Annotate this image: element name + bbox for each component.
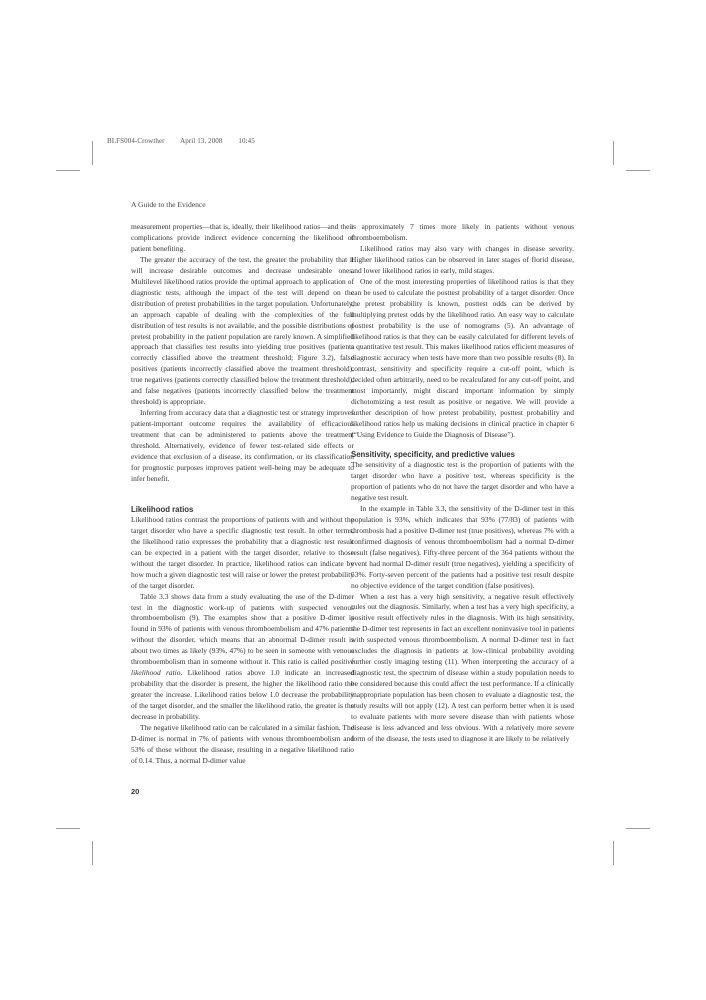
crop-mark-bottom-left-v [92,841,93,865]
slug-time: 10:45 [238,137,255,145]
left-paragraph-5 [131,592,354,723]
slug-code: BLFS004-Crowther [107,137,165,145]
right-column [351,222,574,745]
right-paragraph-2: Likelihood ratios may also vary with changes in disease severity. Higher likelihood ratios can be observed in later stages of florid disease, and lower likelihood ratios in early, mild stages. [351,243,574,275]
left-paragraph-1: measurement properties—that is, ideally, their likelihood ratios—and their complications provide indirect evidence concerning the likelihood of patient benefiting. [131,222,354,253]
right-paragraph-3: One of the most interesting properties of likelihood ratios is that they can be used to calculate the posttest probability of a target disorder. Once the pretest probability is known, posttest odds can be derived by multiplying pretest odds by the likelihood ratio. An easy way to calculate posttest probability is the use of nomograms (5). An advantage of likelihood ratios is that they can be easily calculated for different levels of a quantitative test result. This makes likelihood ratios efficient measures of diagnostic accuracy when tests have more than two possible results (8). In contrast, sensitivity and specificity require a cut-off point, which is decided often arbitrarily, need to be recalculated for any cut-off point, and most importantly, might discard important information by simply dichotomizing a test result as positive or negative. We will provide a further description of how pretest probability, posttest probability and likelihood ratios help us making decisions in clinical practice in chapter 6 (“Using Evidence to Guide the Diagnosis of Disease”). [351,276,574,440]
page-number: 20 [131,787,140,796]
right-paragraph-4: The sensitivity of a diagnostic test is the proportion of patients with the target disorder who have a positive test, whereas specificity is the proportion of patients who do not have the target disorder and who have a negative test result. [351,460,574,502]
section-heading-sensitivity-specificity: Sensitivity, specificity, and predictive values [351,450,515,460]
print-slug [107,137,269,145]
term-positive-likelihood-ratio: positive likelihood ratio [131,657,354,678]
crop-mark-top-left-v [92,141,93,165]
running-head: A Guide to the Evidence [131,200,206,209]
crop-mark-bottom-right-h [626,828,650,829]
right-paragraph-5: In the example in Table 3.3, the sensitivity of the D-dimer test in this population is 93%, which indicates that 93% (77/83) of patients with thrombosis had a positive D-dimer test (true positives), whereas 7% with a confirmed diagnosis of venous thromboembolism had a normal D-dimer result (false negatives). Fifty-three percent of the 364 patients without the event had normal D-dimer result (true negatives), yielding a specificity of 53%. Forty-seven percent of the patients had a positive test result despite no objective evidence of the target condition (false positives). [351,503,574,590]
left-paragraph-5-part-b: . Likelihood ratios above 1.0 indicate an increased probability that the disorder is present, the higher the likelihood ratio the greater the increase. Likelihood ratios below 1.0 decrease the probability of the target disorder, and the smaller the likelihood ratio, the greater is the decrease in probability. [131,668,354,722]
left-paragraph-2: The greater the accuracy of the test, the greater the probability that it will increase desirable outcomes and decrease undesirable ones. Multilevel likelihood ratios provide the optimal approach to application of diagnostic tests, although the impact of the test will depend on the distribution of pretest probabilities in the target population. Unfortunately, an approach capable of dealing with the complexities of the full distribution of test results is not available, and the possible distributions of pretest probability in the patient population are rarely known. A simplified approach that classifies test results into yielding true positives (patients correctly classified above the treatment threshold; Figure 3.2), false positives (patients incorrectly classified above the treatment threshold), true negatives (patients correctly classified below the treatment threshold), and false negatives (patients incorrectly classified below the treatment threshold) is appropriate. [131,254,354,407]
crop-mark-bottom-right-v [613,841,614,865]
left-paragraph-6: The negative likelihood ratio can be calculated in a similar fashion. The D-dimer is normal in 7% of patients with venous thromboembolism and 53% of those without the disease, resulting in a negative likelihood ratio of 0.14. Thus, a normal D-dimer value [131,722,354,765]
left-paragraph-5-part-a: Table 3.3 shows data from a study evaluating the use of the D-dimer test in the diagnostic work-up of patients with suspected venous thromboembolism (9). The examples show that a positive D-dimer is found in 93% of patients with venous thromboembolism and 47% patients without the disorder, which means that an abnormal D-dimer result is about two times as likely (93%, 47%) to be seen in someone with venous thromboembolism than in someone without it. This ratio is called [131,591,354,667]
left-column [131,222,354,767]
left-paragraph-4: Likelihood ratios contrast the proportions of patients with and without the target disorder who have a specific diagnostic test result. In other terms, the likelihood ratio expresses the probability that a diagnostic test result can be expected in a patient with the target disorder, relative to those without the target disorder. In practice, likelihood ratios can indicate by how much a given diagnostic test will raise or lower the pretest probability of the target disorder. [131,514,354,590]
crop-mark-top-right-v [613,141,614,165]
crop-mark-top-right-h [626,170,650,171]
slug-date: April 13, 2008 [180,137,223,145]
section-heading-likelihood-ratios: Likelihood ratios [131,504,194,514]
crop-mark-bottom-left-h [56,828,80,829]
left-paragraph-3: Inferring from accuracy data that a diagnostic test or strategy improves patient-important outcome requires the availability of efficacious treatment that can be administered to patients above the treatment threshold. Alternatively, evidence of fewer test-related side effects or evidence that exclusion of a disease, its confirmation, or its classification for prognostic purposes improves patient well-being may be adequate to infer benefit. [131,408,354,483]
right-paragraph-6: When a test has a very high sensitivity, a negative result effectively rules out the diagnosis. Similarly, when a test has a very high specificity, a positive result effectively rules in the diagnosis. With its high sensitivity, the D-dimer test represents in fact an excellent noninvasive tool in patients with suspected venous thromboembolism. A normal D-dimer test in fact excludes the diagnosis in patients at low-clinical probability avoiding further costly imaging testing (11). When interpreting the accuracy of a diagnostic test, the spectrum of disease within a study population needs to be considered because this could affect the test performance. If a clinically inappropriate population has been chosen to evaluate a diagnostic test, the study results will not apply (12). A test can perform better when it is used to evaluate patients with more severe disease than with patients whose disease is less advanced and less obvious. With a relatively more severe form of the disease, the tests used to diagnose it are likely to be relatively [351,591,574,743]
right-paragraph-1: is approximately 7 times more likely in patients without venous thromboembolism. [351,222,574,242]
crop-mark-top-left-h [56,170,80,171]
